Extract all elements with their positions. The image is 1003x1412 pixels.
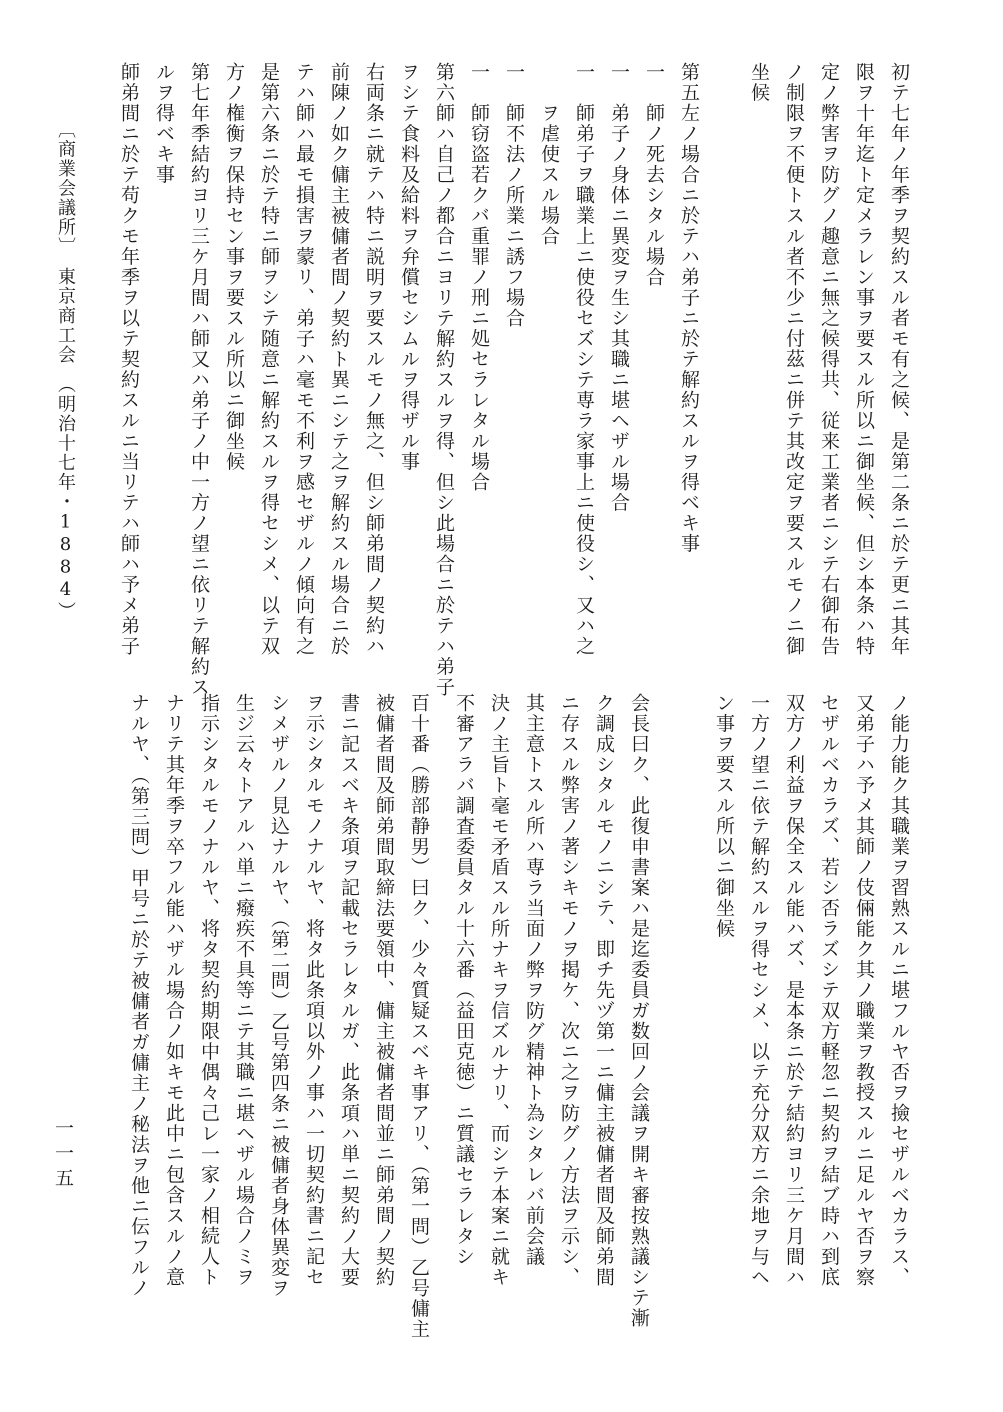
speaker-line: 百十番（勝部静男）曰ク、少々質疑スベキ事アリ、（第一問）乙号傭主: [408, 693, 430, 1340]
text-line: ニ存スル弊害ノ著シキモノヲ掲ケ、次ニ之ヲ防グノ方法ヲ示シ、: [558, 693, 580, 1288]
list-item: 一 弟子ノ身体ニ異変ヲ生シ其職ニ堪ヘザル場合: [608, 62, 630, 513]
list-item-continuation: ヲ虐使スル場合: [538, 62, 560, 247]
text-line: セザルベカラズ、若シ否ラズシテ双方軽忽ニ契約ヲ結ブ時ハ到底: [818, 693, 840, 1288]
text-line: 師弟間ニ於テ苟クモ年季ヲ以テ契約スルニ当リテハ師ハ予メ弟子: [118, 62, 140, 657]
text-line: 又弟子ハ予メ其師ノ伎倆能ク其ノ職業ヲ教授スルニ足ルヤ否ヲ察: [853, 693, 875, 1288]
text-line: ヲ示シタルモノナルヤ、将タ此条項以外ノ事ハ一切契約書ニ記セ: [303, 693, 325, 1288]
list-item: 一 師ノ死去シタル場合: [643, 62, 665, 288]
text-line: シメザルノ見込ナルヤ、（第二問）乙号第四条ニ被傭者身体異変ヲ: [268, 693, 290, 1299]
text-line: 是第六条ニ於テ特ニ師ヲシテ随意ニ解約スルヲ得セシメ、以テ双: [258, 62, 280, 657]
text-line: 一方ノ望ニ依テ解約スルヲ得セシメ、以テ充分双方ニ余地ヲ与ヘ: [748, 693, 770, 1288]
text-line: 右両条ニ就テハ特ニ説明ヲ要スルモノ無之、但シ師弟間ノ契約ハ: [363, 62, 385, 657]
text-line: 限ヲ十年迄ト定メラレン事ヲ要スル所以ニ御坐候、但シ本条ハ特: [853, 62, 875, 657]
list-item: 一 師窃盗若クバ重罪ノ刑ニ処セラレタル場合: [468, 62, 490, 493]
text-line: ノ能力能ク其職業ヲ習熟スルニ堪フルヤ否ヲ撿セザルベカラス、: [888, 693, 910, 1288]
section-heading: 第七年季結約ヨリ三ケ月間ハ師又ハ弟子ノ中一方ノ望ニ依リテ解約ス: [188, 62, 210, 698]
text-line: 不審アラバ調査委員タル十六番（益田克徳）ニ質議セラレタシ: [453, 693, 475, 1267]
text-line: 書ニ記スベキ条項ヲ記載セラレタルガ、此条項ハ単ニ契約ノ大要: [338, 693, 360, 1288]
text-line: 決ノ主旨ト毫モ矛盾スル所ナキヲ信ズルナリ、而シテ本案ニ就キ: [488, 693, 510, 1288]
text-line: 被傭者間及師弟間取締法要領中、傭主被傭者間並ニ師弟間ノ契約: [373, 693, 395, 1288]
page-number: 一一五: [52, 1118, 74, 1193]
text-line: ヲシテ食料及給料ヲ弁償セシムルヲ得ザル事: [398, 62, 420, 472]
text-line: 初テ七年ノ年季ヲ契約スル者モ有之候、是第二条ニ於テ更ニ其年: [888, 62, 910, 657]
text-line: 双方ノ利益ヲ保全スル能ハズ、是本条ニ於テ結約ヨリ三ケ月間ハ: [783, 693, 805, 1288]
text-line: 方ノ権衡ヲ保持セン事ヲ要スル所以ニ御坐候: [223, 62, 245, 472]
text-line: ナルヤ、（第三問）甲号ニ於テ被傭者ガ傭主ノ秘法ヲ他ニ伝フルノ: [128, 693, 150, 1299]
speaker-line: 会長曰ク、此復申書案ハ是迄委員ガ数回ノ会議ヲ開キ審按熟議シテ漸: [628, 693, 650, 1329]
text-line: 生ジ云々トアルハ単ニ癈疾不具等ニテ其職ニ堪ヘザル場合ノミヲ: [233, 693, 255, 1288]
text-line: ナリテ其年季ヲ卒フル能ハザル場合ノ如キモ此中ニ包含スルノ意: [163, 693, 185, 1288]
section-heading: 第六師ハ自己ノ都合ニヨリテ解約スルヲ得、但シ此場合ニ於テハ弟子: [433, 62, 455, 698]
text-line: ノ制限ヲ不便トスル者不少ニ付茲ニ併テ其改定ヲ要スルモノニ御: [783, 62, 805, 657]
text-line: ルヲ得ベキ事: [153, 62, 175, 185]
text-line: ン事ヲ要スル所以ニ御坐候: [713, 693, 735, 939]
text-line: テハ師ハ最モ損害ヲ蒙リ、弟子ハ毫モ不利ヲ感セザルノ傾向有之: [293, 62, 315, 657]
text-line: 坐候: [748, 62, 770, 103]
section-heading: 第五左ノ場合ニ於テハ弟子ニ於テ解約スルヲ得ベキ事: [678, 62, 700, 554]
list-item: 一 師不法ノ所業ニ誘フ場合: [503, 62, 525, 329]
text-line: 定ノ弊害ヲ防グノ趣意ニ無之候得共、従来工業者ニシテ右御布告: [818, 62, 840, 657]
text-line: 指示シタルモノナルヤ、将タ契約期限中偶々己レ一家ノ相続人ト: [198, 693, 220, 1288]
text-line: 其主意トスル所ハ専ラ当面ノ弊ヲ防グ精神ト為シタレバ前会議: [523, 693, 545, 1267]
text-line: 前陳ノ如ク傭主被傭者間ノ契約ト異ニシテ之ヲ解約スル場合ニ於: [328, 62, 350, 657]
running-footer: 〔商業会議所〕 東京商工会 （明治十七年・1884）: [55, 120, 76, 621]
list-item: 一 師弟子ヲ職業上ニ使役セズシテ専ラ家事上ニ使役シ、又ハ之: [573, 62, 595, 657]
text-line: ク調成シタルモノニシテ、即チ先ヅ第一ニ傭主被傭者間及師弟間: [593, 693, 615, 1288]
